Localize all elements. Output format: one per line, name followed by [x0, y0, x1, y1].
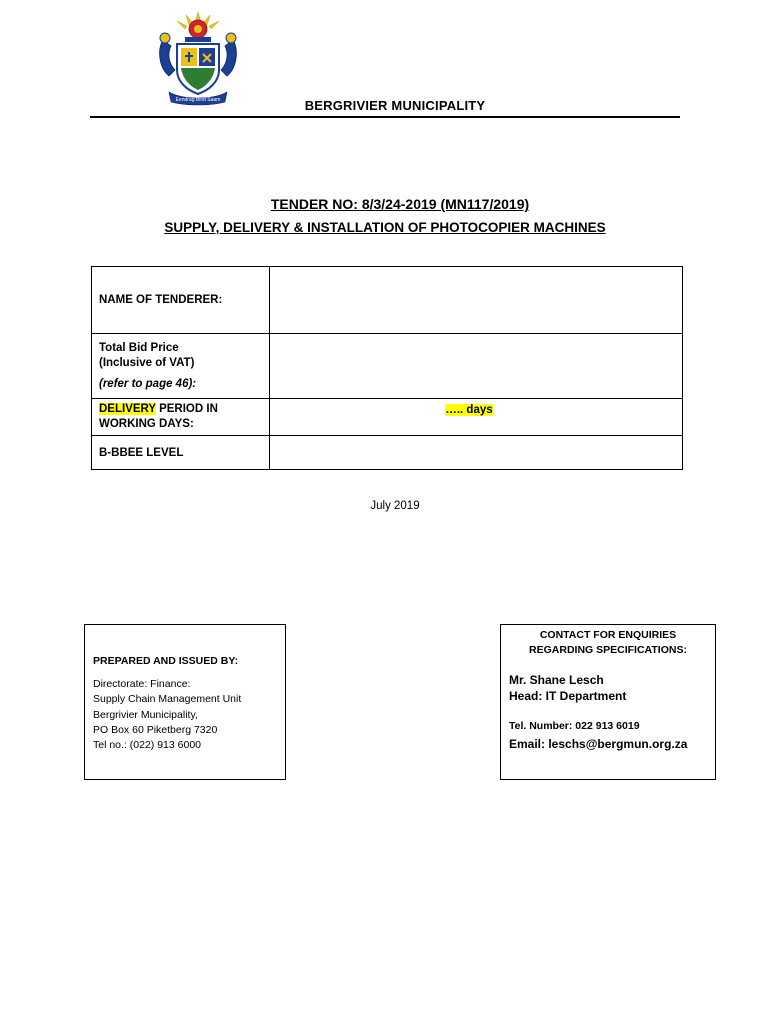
issuer-box [84, 624, 286, 780]
table-row-bbbee-level [92, 436, 683, 470]
header-divider [90, 116, 680, 118]
contact-telephone: Tel. Number: 022 913 6019 [509, 720, 640, 732]
tenderer-name-label: NAME OF TENDERER: [92, 267, 270, 334]
tender-number: TENDER NO: 8/3/24-2019 (MN117/2019) [270, 196, 530, 212]
contact-heading-line1: CONTACT FOR ENQUIRIES [539, 629, 677, 641]
bbbee-level-field[interactable] [270, 436, 683, 470]
issuer-line: PO Box 60 Piketberg 7320 [93, 723, 218, 736]
issuer-line: Directorate: Finance: [93, 678, 191, 690]
delivery-days-value: ….. days [445, 404, 493, 416]
tender-details-table [91, 266, 683, 470]
issuer-line: Tel no.: (022) 913 6000 [93, 739, 201, 752]
municipal-crest-logo [155, 10, 241, 106]
delivery-period-field[interactable] [270, 399, 683, 436]
contact-heading-line2: REGARDING SPECIFICATIONS: [529, 644, 687, 656]
bbbee-level-label: B-BBEE LEVEL [92, 436, 270, 470]
bid-price-label [92, 334, 270, 399]
table-row-tenderer-name [92, 267, 683, 334]
contact-name: Mr. Shane Lesch [509, 673, 604, 687]
table-row-bid-price [92, 334, 683, 399]
bid-price-field[interactable] [270, 334, 683, 399]
table-row-delivery-period [92, 399, 683, 436]
issuer-line: Supply Chain Management Unit [93, 693, 242, 706]
delivery-period-label [92, 399, 270, 436]
bid-price-label-line1: Total Bid Price [99, 341, 179, 354]
tenderer-name-field[interactable] [270, 267, 683, 334]
delivery-label-rest: PERIOD IN [155, 403, 218, 415]
contact-email: Email: leschs@bergmun.org.za [509, 737, 688, 751]
document-date: July 2019 [370, 500, 420, 512]
delivery-highlight: DELIVERY [99, 403, 156, 415]
contact-box [500, 624, 716, 780]
crest-motto: Eendrag Bind Saam [175, 97, 221, 103]
organisation-name: BERGRIVIER MUNICIPALITY [304, 98, 486, 113]
contact-role: Head: IT Department [509, 689, 627, 703]
tender-title: SUPPLY, DELIVERY & INSTALLATION OF PHOTOCOPIER MACHINES [164, 220, 606, 235]
delivery-label-line2: WORKING DAYS: [99, 418, 194, 430]
issuer-line: Bergrivier Municipality, [93, 708, 198, 721]
bid-price-page-ref: (refer to page 46): [99, 377, 197, 390]
bid-price-label-line2: (Inclusive of VAT) [99, 356, 195, 369]
issuer-heading: PREPARED AND ISSUED BY: [93, 655, 239, 667]
